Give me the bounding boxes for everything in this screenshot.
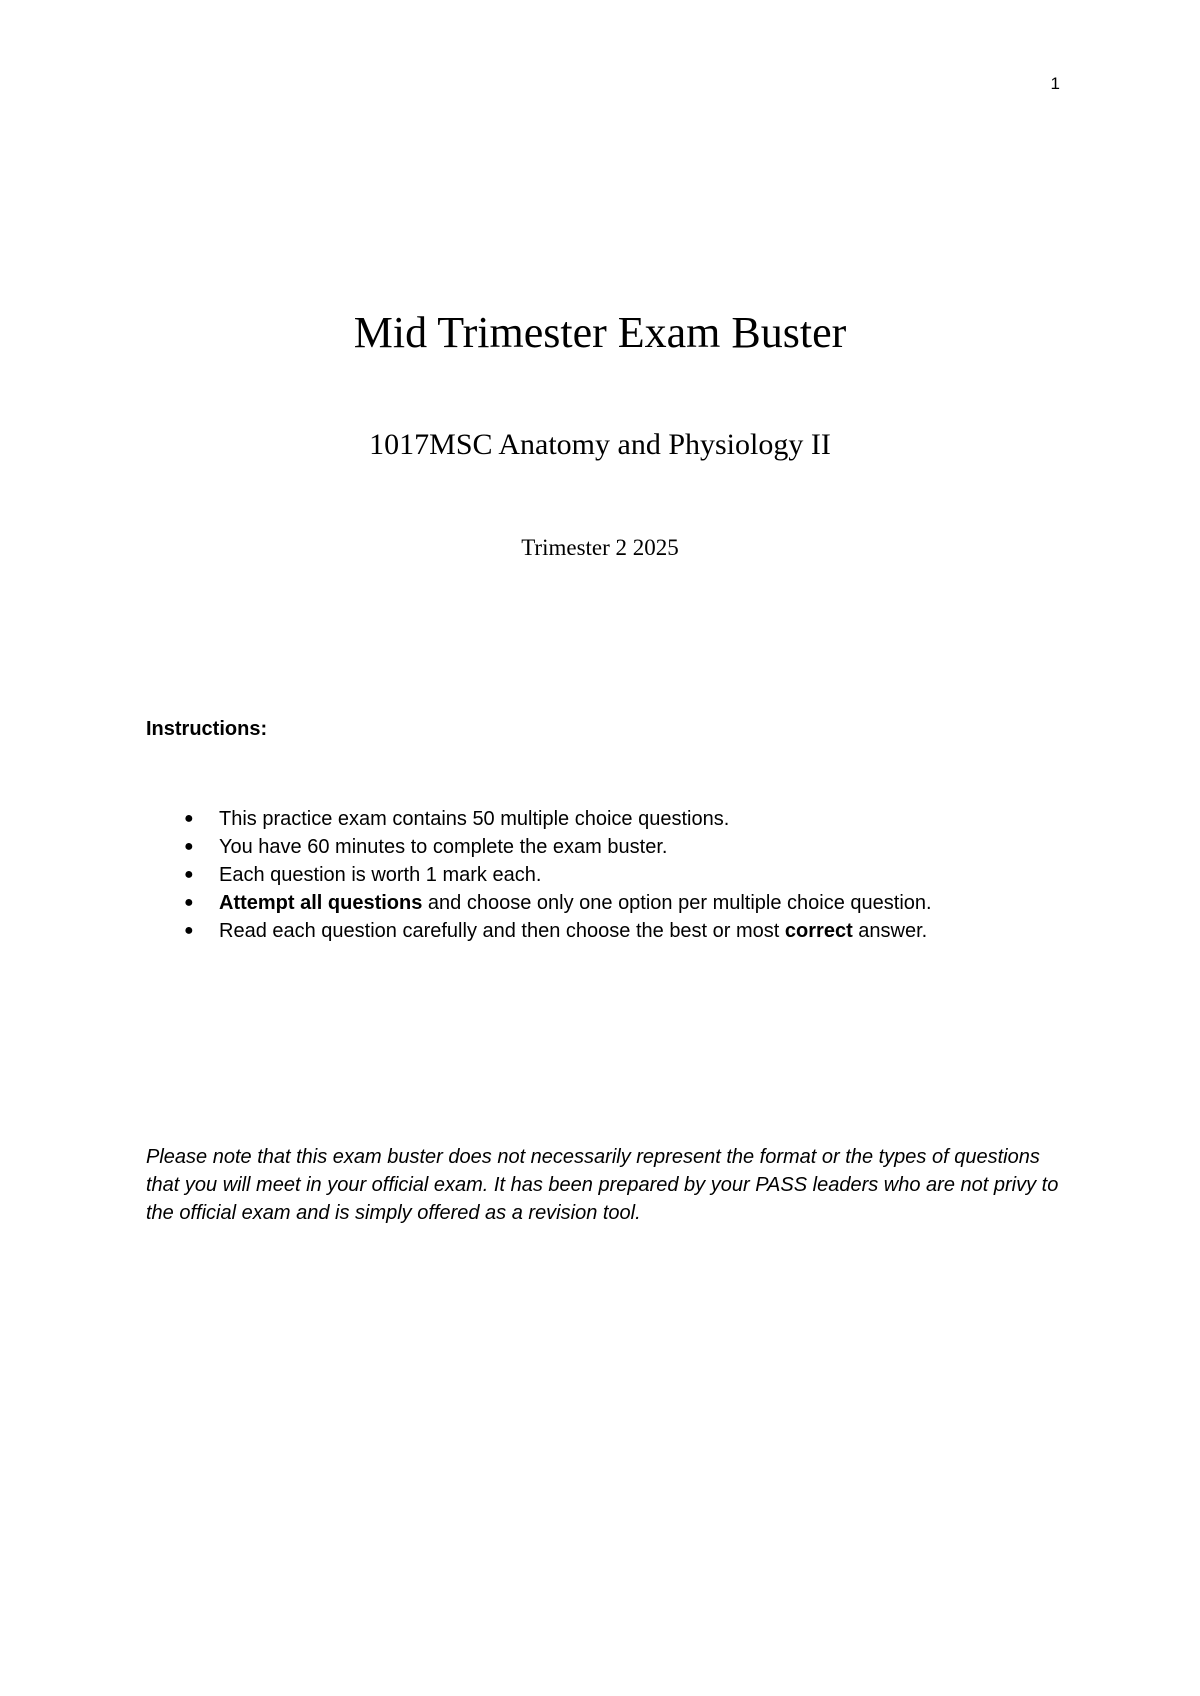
instruction-item (146, 861, 1076, 889)
instructions-heading: Instructions: (146, 718, 268, 740)
instruction-item (146, 889, 1076, 917)
instruction-item (146, 805, 1076, 833)
bullet-icon: ● (184, 810, 194, 827)
instruction-text: Each question is worth 1 mark each. (219, 864, 542, 886)
document-title: Mid Trimester Exam Buster (353, 308, 847, 357)
instruction-text: answer. (852, 920, 928, 942)
instructions-list (146, 805, 1076, 945)
instruction-emphasis: correct (784, 920, 853, 942)
term-label: Trimester 2 2025 (521, 535, 679, 560)
bullet-icon: ● (184, 894, 194, 911)
bullet-icon: ● (184, 838, 194, 855)
instruction-item (146, 917, 1076, 945)
instruction-text: This practice exam contains 50 multiple choice questions. (219, 808, 730, 830)
instruction-text: Read each question carefully and then choose the best or most (219, 920, 785, 942)
bullet-icon: ● (184, 922, 194, 939)
instruction-emphasis: Attempt all questions (219, 892, 423, 914)
instruction-text: You have 60 minutes to complete the exam buster. (219, 836, 668, 858)
course-subtitle: 1017MSC Anatomy and Physiology II (369, 428, 831, 461)
bullet-icon: ● (184, 866, 194, 883)
page-number: 1 (1050, 74, 1060, 93)
instruction-item (146, 833, 1076, 861)
disclaimer-note: Please note that this exam buster does not necessarily represent the format or the types of questions that you will meet in your official exam. It has been prepared by your PASS leaders who are not privy to the official exam and is simply offered as a revision tool. (146, 1146, 1059, 1224)
instruction-text: and choose only one option per multiple choice question. (422, 892, 932, 914)
